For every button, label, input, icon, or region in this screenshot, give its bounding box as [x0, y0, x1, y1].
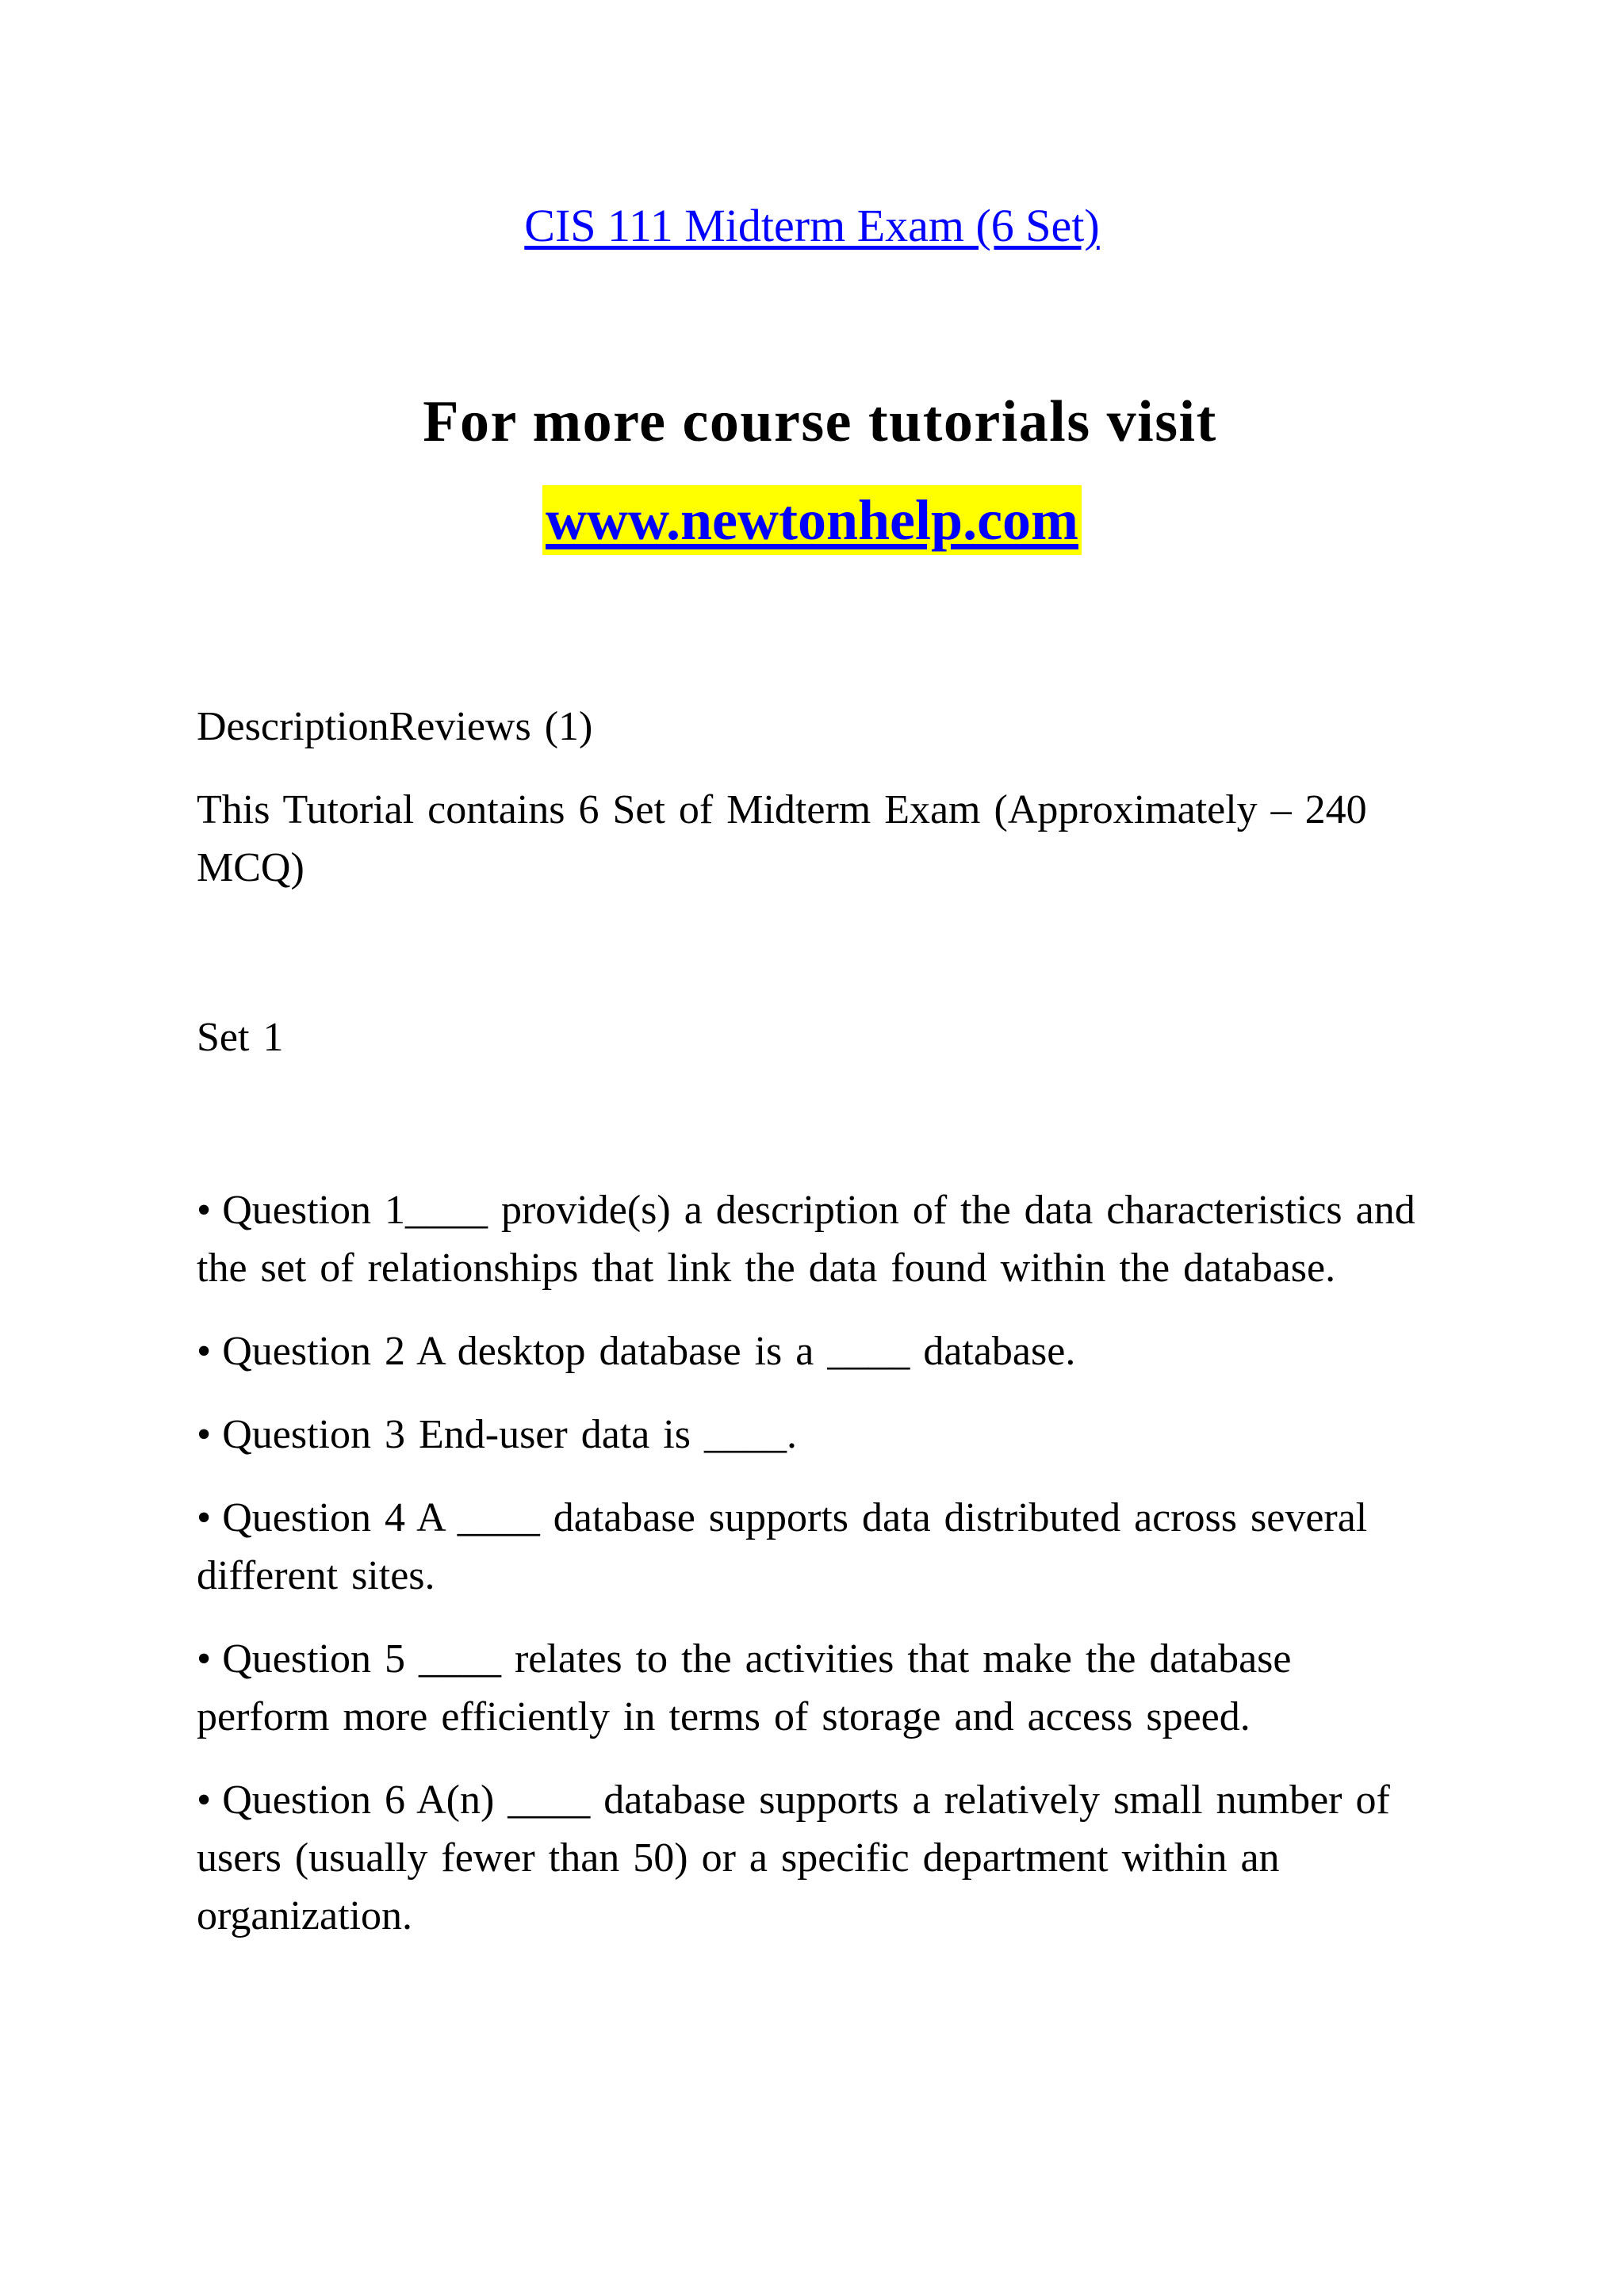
promo-heading: For more course tutorials visit	[423, 389, 1217, 454]
promo-url-container	[0, 485, 1624, 555]
question-text: Question 6 A(n) ____ database supports a relatively small number of users (usually fewer than 50) or a specific department within an organization.	[197, 1777, 1390, 1938]
question-text: Question 4 A ____ database supports data distributed across several different sites.	[197, 1495, 1368, 1598]
set-heading: Set 1	[197, 1015, 284, 1060]
question-list	[197, 1181, 1434, 1970]
question-item	[197, 1181, 1434, 1297]
bullet-icon: •	[197, 1412, 212, 1457]
question-text: Question 1____ provide(s) a description of the data characteristics and the set of relationships that link the data found within the database.	[197, 1188, 1415, 1291]
promo-url-link[interactable]: www.newtonhelp.com	[542, 485, 1082, 555]
description-reviews-tabs: DescriptionReviews (1)	[197, 704, 593, 749]
title-link[interactable]: CIS 111 Midterm Exam (6 Set)	[524, 200, 1100, 251]
question-item	[197, 1771, 1434, 1945]
bullet-icon: •	[197, 1188, 212, 1233]
question-item	[197, 1322, 1434, 1380]
question-item	[197, 1406, 1434, 1464]
question-text: Question 3 End-user data is ____.	[222, 1412, 797, 1457]
intro-paragraph: This Tutorial contains 6 Set of Midterm Exam (Approximately – 240 MCQ)	[197, 787, 1367, 890]
question-text: Question 2 A desktop database is a ____ database.	[222, 1329, 1076, 1374]
question-item	[197, 1489, 1434, 1605]
bullet-icon: •	[197, 1636, 212, 1682]
question-item	[197, 1630, 1434, 1746]
bullet-icon: •	[197, 1329, 212, 1374]
question-text: Question 5 ____ relates to the activities that make the database perform more efficiently in terms of storage and access speed.	[197, 1636, 1292, 1739]
bullet-icon: •	[197, 1777, 212, 1823]
bullet-icon: •	[197, 1495, 212, 1540]
